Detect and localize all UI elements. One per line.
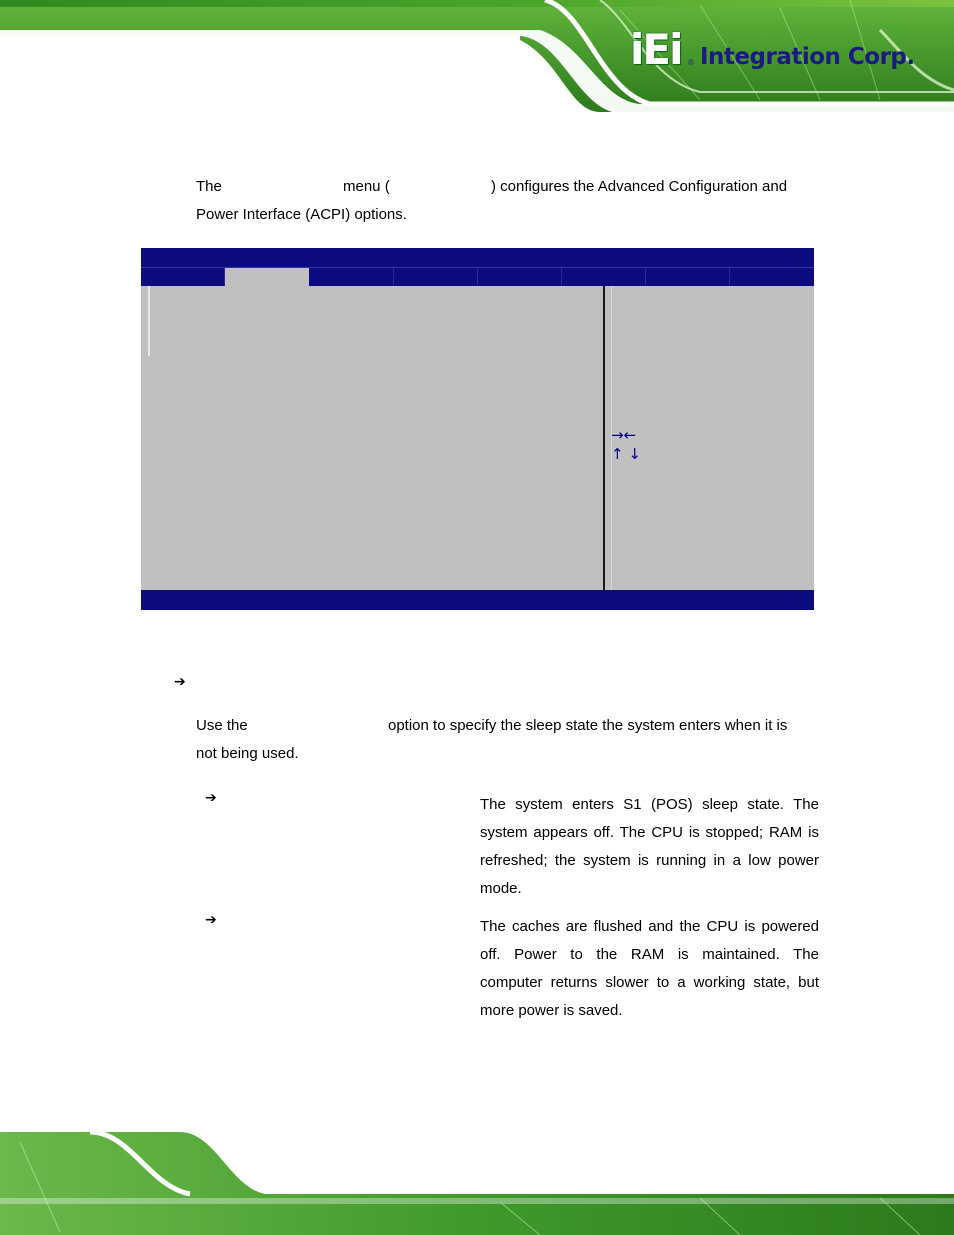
option-1-line: system appears off. The CPU is stopped; RAM is (480, 824, 819, 841)
bios-tab[interactable] (310, 268, 394, 285)
footer-banner (0, 1132, 954, 1235)
bios-screen (141, 248, 814, 610)
intro-line2: Power Interface (ACPI) options. (196, 206, 407, 223)
section-line1-rest: option to specify the sleep state the system enters when it is (388, 717, 788, 734)
bios-panel-divider (603, 286, 605, 590)
arrow-right-icon: ➔ (205, 912, 217, 928)
logo-text: Integration Corp. (700, 44, 915, 70)
bios-menu-bar (141, 267, 814, 286)
intro-word-menu: menu ( (343, 178, 390, 195)
option-2-line: off. Power to the RAM is maintained. The (480, 946, 819, 963)
option-2-line: computer returns slower to a working state, but (480, 974, 819, 991)
bios-tab[interactable] (562, 268, 646, 285)
bios-item-highlight (148, 286, 150, 356)
bios-title-bar (141, 248, 814, 267)
bios-tab[interactable] (478, 268, 562, 285)
bios-help-panel (611, 426, 641, 464)
select-item-arrows-icon: ↑ ↓ (611, 445, 641, 463)
registered-mark: ® (688, 58, 694, 67)
option-2-line: more power is saved. (480, 1002, 623, 1019)
intro-line1-rest: ) configures the Advanced Configuration and (491, 178, 788, 195)
bios-status-bar (141, 590, 814, 610)
option-2-line: The caches are flushed and the CPU is powered (480, 918, 819, 935)
option-1-line: The system enters S1 (POS) sleep state. The (480, 796, 819, 813)
bios-tab[interactable] (646, 268, 730, 285)
option-1-description (480, 791, 819, 903)
arrow-right-icon: ➔ (205, 790, 217, 806)
option-1-line: refreshed; the system is running in a low power (480, 852, 819, 869)
section-line2: not being used. (196, 745, 299, 762)
section-use-the: Use the (196, 717, 248, 734)
intro-word-the: The (196, 178, 222, 195)
option-2-description (480, 913, 819, 1025)
select-screen-arrows-icon: →← (611, 426, 637, 444)
company-logo (630, 25, 930, 76)
bios-tab[interactable] (141, 268, 225, 285)
logo-mark: iEi (630, 25, 682, 74)
option-1-line: mode. (480, 880, 522, 897)
bios-tab-active[interactable] (225, 268, 309, 287)
arrow-right-icon: ➔ (174, 674, 186, 690)
bios-tab[interactable] (394, 268, 478, 285)
